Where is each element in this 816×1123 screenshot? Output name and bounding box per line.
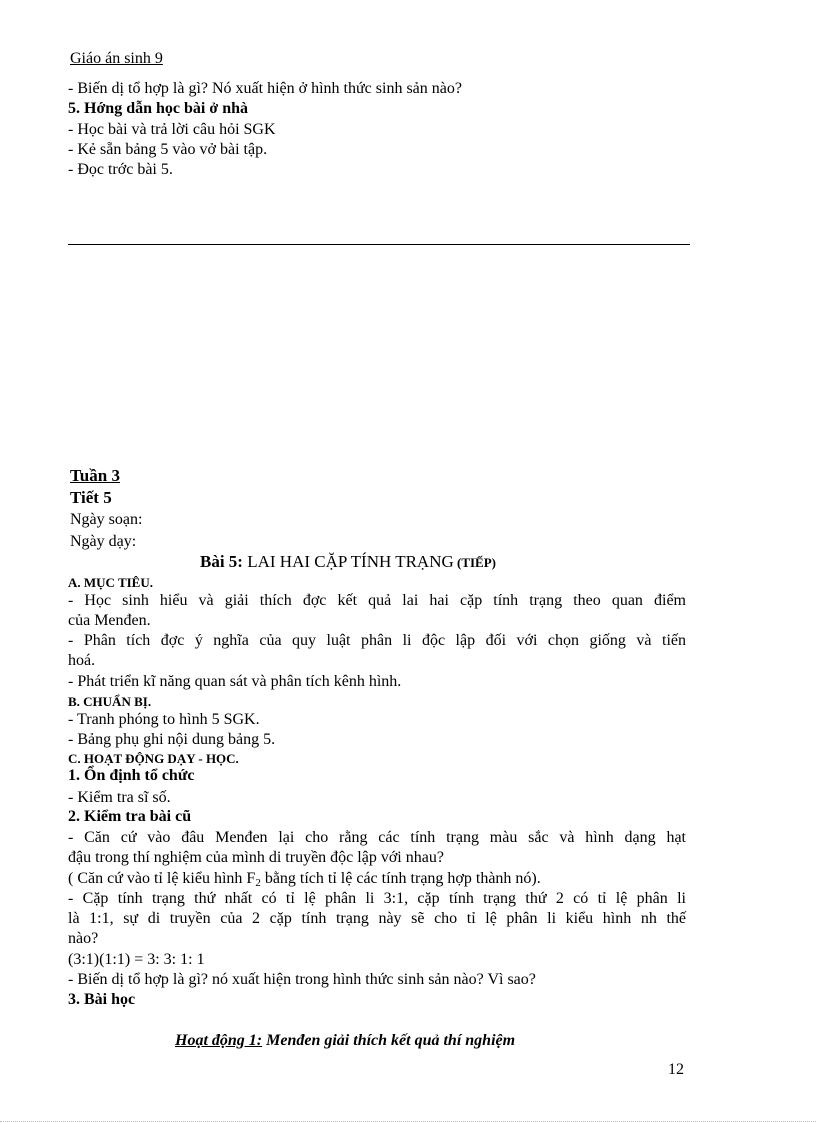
question2-line2: là 1:1, sự di truyền của 2 cặp tính trạng này sẽ cho tỉ lệ phân li kiểu hình nh thế (68, 910, 686, 927)
lesson-title (200, 552, 496, 573)
lesson-title-main: LAI HAI CẶP TÍNH TRẠNG (242, 552, 454, 571)
question3: - Biến dị tổ hợp là gì? nó xuất hiện trong hình thức sinh sản nào? Vì sao? (68, 971, 536, 988)
objective-1-line2: của Menđen. (68, 612, 151, 629)
page-bottom-border (0, 1121, 816, 1122)
section2-title: 2. Kiểm tra bài cũ (68, 808, 192, 825)
answer2: (3:1)(1:1) = 3: 3: 1: 1 (68, 951, 205, 968)
question1-line2: đậu trong thí nghiệm của mình di truyền độc lập với nhau? (68, 849, 444, 866)
document-header: Giáo án sinh 9 (70, 50, 163, 67)
section5-title: 5. Hớng dẫn học bài ở nhà (68, 100, 248, 117)
section1-item: - Kiểm tra sĩ số. (68, 789, 171, 806)
review-question: - Biến dị tổ hợp là gì? Nó xuất hiện ở hình thức sinh sản nào? (68, 80, 462, 97)
homework-item-2: - Kẻ sẵn bảng 5 vào vở bài tập. (68, 141, 268, 158)
homework-item-3: - Đọc trớc bài 5. (68, 161, 173, 178)
activity1-label: Hoạt động 1: (175, 1032, 263, 1049)
page-number: 12 (668, 1061, 684, 1078)
activity1-text: Menđen giải thích kết quả thí nghiệm (262, 1032, 516, 1049)
question2-line1: - Cặp tính trạng thứ nhất có tỉ lệ phân li 3:1, cặp tính trạng thứ 2 có tỉ lệ phân li (68, 890, 686, 907)
activities-heading: C. HOẠT ĐỘNG DẠY - HỌC. (68, 751, 239, 766)
answer1-before: ( Căn cứ vào tỉ lệ kiểu hình F (68, 870, 256, 887)
horizontal-rule (68, 244, 690, 245)
teach-date: Ngày dạy: (70, 533, 137, 550)
preparation-item-2: - Bảng phụ ghi nội dung bảng 5. (68, 731, 276, 748)
objective-2-line1: - Phân tích đợc ý nghĩa của quy luật phân li độc lập đối với chọn giống và tiến (68, 632, 686, 649)
objective-2-line2: hoá. (68, 652, 96, 669)
section1-title: 1. Ổn định tổ chức (68, 767, 195, 784)
objective-1-line1: - Học sinh hiểu và giải thích đợc kết quả lai hai cặp tính trạng theo quan điểm (68, 592, 686, 609)
question2-line3: nào? (68, 930, 99, 947)
answer1-subscript: 2 (255, 877, 261, 889)
period-label: Tiết 5 (70, 488, 112, 507)
homework-item-1: - Học bài và trả lời câu hỏi SGK (68, 121, 276, 138)
question1-line1: - Căn cứ vào đâu Menđen lại cho rằng các tính trạng màu sắc và hình dạng hạt (68, 829, 686, 846)
activity1-heading (175, 1031, 515, 1051)
preparation-item-1: - Tranh phóng to hình 5 SGK. (68, 711, 260, 728)
answer1-after: bằng tích tỉ lệ các tính trạng hợp thành nó). (260, 870, 541, 887)
lesson-title-prefix: Bài 5: (200, 552, 243, 571)
lesson-title-suffix: (TIẾP) (453, 555, 496, 570)
objective-3: - Phát triển kĩ năng quan sát và phân tích kênh hình. (68, 673, 402, 690)
week-label: Tuần 3 (70, 466, 120, 485)
preparation-heading: B. CHUẨN BỊ. (68, 694, 152, 709)
objectives-heading: A. MỤC TIÊU. (68, 575, 153, 590)
section3-title: 3. Bài học (68, 991, 136, 1008)
prep-date: Ngày soạn: (70, 511, 143, 528)
